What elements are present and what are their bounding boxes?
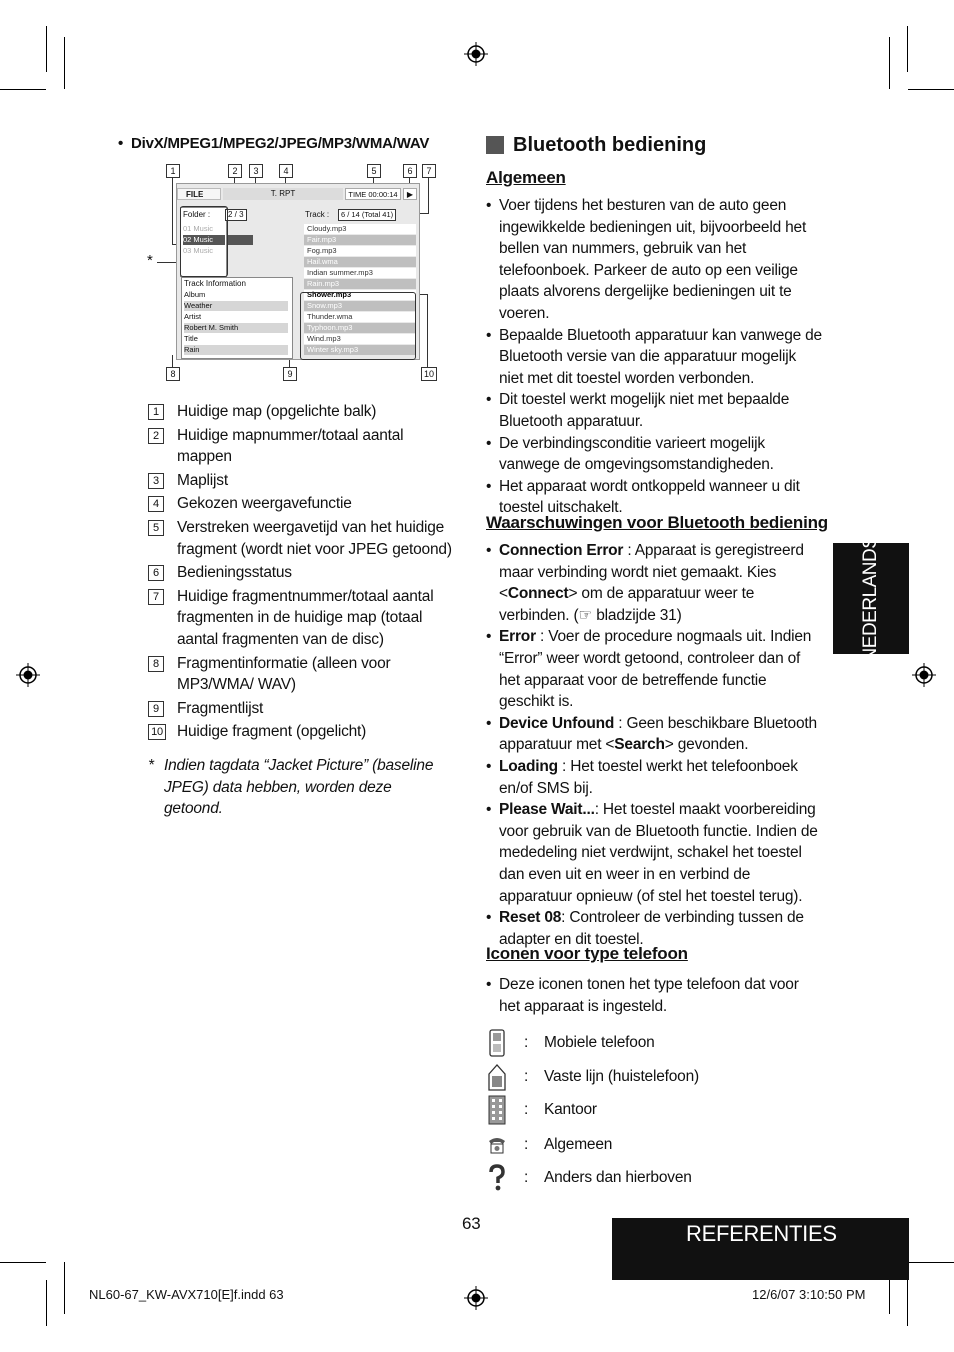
legend-item: 7 Huidige fragmentnummer/totaal aantal fragmenten in de huidige map (totaal aantal fragmenten van de disc) bbox=[148, 586, 453, 651]
legend-item: 10 Huidige fragment (opgelicht) bbox=[148, 721, 453, 743]
track-info-row: Album bbox=[184, 290, 288, 300]
list-item: • Connection Error : Apparaat is geregistreerd maar verbinding wordt niet gemaakt. Kies <Connect> om de apparatuur weer te verbinden. (☞ bladzijde 31) bbox=[486, 542, 804, 624]
format-heading: • DivX/MPEG1/MPEG2/JPEG/MP3/WMA/WAV bbox=[118, 135, 430, 152]
file-label: FILE bbox=[177, 188, 221, 200]
list-item: • De verbindingsconditie varieert mogelijk vanwege de omgevingsomstandigheden. bbox=[486, 434, 774, 474]
general-phone-icon bbox=[486, 1130, 508, 1160]
list-item: • Voer tijdens het besturen van de auto geen ingewikkelde bedieningen uit, bijvoorbeeld het bellen van nummers, gebruik van het telefoonboek. Parkeer de auto op een veilige plaats alvorens dergelijke bedieningen uit te voeren. bbox=[486, 197, 807, 322]
asterisk-marker: * bbox=[147, 252, 153, 269]
callout-7: 7 bbox=[422, 164, 436, 178]
heading-phone-icons: Iconen voor type telefoon bbox=[486, 944, 688, 963]
section-marker bbox=[486, 136, 504, 154]
phone-type-row: : Vaste lijn (huistelefoon) bbox=[486, 1062, 699, 1092]
track-item: Hail.wma bbox=[304, 257, 416, 267]
track-item: Rain.mp3 bbox=[304, 279, 416, 289]
legend-item: 3 Maplijst bbox=[148, 470, 453, 492]
footnote: * Indien tagdata “Jacket Picture” (baseline JPEG) data hebben, worden deze getoond. bbox=[148, 757, 434, 818]
track-count: 6 / 14 (Total 41) bbox=[338, 209, 396, 221]
question-mark-icon bbox=[486, 1163, 508, 1193]
list-item: • Error : Voer de procedure nogmaals uit. Indien “Error” weer wordt getoond, controleer dan of het apparaat voor de betreffende functie geschikt is. bbox=[486, 628, 812, 711]
callout-2: 2 bbox=[228, 164, 242, 178]
track-item: Indian summer.mp3 bbox=[304, 268, 416, 278]
track-item: Fog.mp3 bbox=[304, 246, 416, 256]
track-item: Snow.mp3 bbox=[304, 301, 416, 311]
legend-item: 8 Fragmentinformatie (alleen voor MP3/WMA/ WAV) bbox=[148, 653, 453, 696]
registration-mark-icon bbox=[16, 663, 40, 687]
home-phone-icon bbox=[486, 1062, 508, 1092]
repeat-mode: T. RPT bbox=[223, 188, 343, 200]
track-item: Fair.mp3 bbox=[304, 235, 416, 245]
warnings-list bbox=[486, 540, 822, 950]
track-item: Typhoon.mp3 bbox=[304, 323, 416, 333]
legend-item: 2 Huidige mapnummer/totaal aantal mappen bbox=[148, 425, 453, 468]
track-item: Wind.mp3 bbox=[304, 334, 416, 344]
heading-warnings: Waarschuwingen voor Bluetooth bediening bbox=[486, 513, 828, 532]
phone-type-row: : Algemeen bbox=[486, 1130, 612, 1160]
callout-9: 9 bbox=[283, 367, 297, 381]
track-info-row: Artist bbox=[184, 312, 288, 322]
folder-highlight-bar bbox=[227, 235, 253, 245]
list-item: • Device Unfound : Geen beschikbare Bluetooth apparatuur met <Search> gevonden. bbox=[486, 714, 817, 754]
callout-5: 5 bbox=[367, 164, 381, 178]
folder-item: 03 Music bbox=[183, 246, 214, 255]
track-info-title: Track Information bbox=[184, 279, 246, 288]
registration-mark-icon bbox=[464, 42, 488, 66]
legend-item: 9 Fragmentlijst bbox=[148, 698, 453, 720]
section-footer-bar: REFERENTIES bbox=[612, 1218, 909, 1280]
callout-1: 1 bbox=[166, 164, 180, 178]
folder-count: 2 / 3 bbox=[225, 209, 247, 221]
list-item: • Het apparaat wordt ontkoppeld wanneer u dit toestel uitschakelt. bbox=[486, 477, 800, 517]
track-label: Track : bbox=[305, 210, 330, 219]
list-item: • Deze iconen tonen het type telefoon dat voor het apparaat is ingesteld. bbox=[486, 976, 799, 1015]
legend-item: 1 Huidige map (opgelichte balk) bbox=[148, 401, 453, 423]
list-item: • Dit toestel werkt mogelijk niet met bepaalde Bluetooth apparatuur. bbox=[486, 391, 790, 430]
callout-6: 6 bbox=[403, 164, 417, 178]
office-building-icon bbox=[486, 1095, 508, 1125]
track-item: Thunder.wma bbox=[304, 312, 416, 322]
track-item: Winter sky.mp3 bbox=[304, 345, 416, 355]
legend-item: 5 Verstreken weergavetijd van het huidige fragment (wordt niet voor JPEG getoond) bbox=[148, 517, 453, 560]
callout-8: 8 bbox=[166, 367, 180, 381]
folder-label: Folder : bbox=[183, 210, 211, 219]
slug-timestamp: 12/6/07 3:10:50 PM bbox=[752, 1287, 866, 1302]
language-tab: NEDERLANDS bbox=[833, 543, 909, 654]
track-item-current: Shower.mp3 bbox=[304, 290, 416, 300]
registration-mark-icon bbox=[912, 663, 936, 687]
general-list bbox=[486, 195, 822, 519]
elapsed-time: TIME 00:00:14 bbox=[345, 188, 401, 200]
play-status-icon: ▶ bbox=[403, 188, 417, 200]
folder-item-current: 02 Music bbox=[183, 235, 225, 245]
track-info-row: Title bbox=[184, 334, 288, 344]
callout-3: 3 bbox=[249, 164, 263, 178]
list-item: • Loading : Het toestel werkt het telefoonboek en/of SMS bij. bbox=[486, 757, 798, 797]
legend-item: 6 Bedieningsstatus bbox=[148, 562, 453, 584]
phone-type-row: : Anders dan hierboven bbox=[486, 1163, 692, 1193]
track-info-row: Robert M. Smith bbox=[184, 323, 288, 333]
callout-4: 4 bbox=[279, 164, 293, 178]
legend-item: 4 Gekozen weergavefunctie bbox=[148, 493, 453, 515]
phone-icons-intro bbox=[486, 974, 822, 1017]
folder-list-bracket bbox=[180, 206, 228, 277]
phone-type-row: : Mobiele telefoon bbox=[486, 1028, 655, 1058]
track-info-row: Rain bbox=[184, 345, 288, 355]
track-item: Cloudy.mp3 bbox=[304, 224, 416, 234]
heading-general: Algemeen bbox=[486, 168, 566, 187]
page-number: 63 bbox=[462, 1214, 481, 1233]
slug-filename: NL60-67_KW-AVX710[E]f.indd 63 bbox=[89, 1287, 284, 1302]
list-item: • Please Wait...: Het toestel maakt voorbereiding voor gebruik van de Bluetooth functie. Indien de mededeling niet verdwijnt, schakel het toestel dan even uit en weer in en verbind de apparatuur opnieuw (of stel het toestel terug). bbox=[486, 801, 818, 905]
callout-legend bbox=[148, 401, 453, 745]
registration-mark-icon bbox=[464, 1286, 488, 1310]
section-title: Bluetooth bediening bbox=[513, 134, 707, 156]
callout-10: 10 bbox=[421, 367, 437, 381]
list-item: • Reset 08: Controleer de verbinding tussen de adapter en dit toestel. bbox=[486, 909, 804, 948]
folder-item: 01 Music bbox=[183, 224, 214, 233]
phone-type-row: : Kantoor bbox=[486, 1095, 597, 1125]
track-list-bracket bbox=[300, 292, 416, 360]
mobile-phone-icon bbox=[486, 1028, 508, 1058]
list-item: • Bepaalde Bluetooth apparatuur kan vanwege de Bluetooth versie van die apparatuur mogelijk niet met dit toestel worden verbonden. bbox=[486, 326, 822, 387]
track-info-row: Weather bbox=[184, 301, 288, 311]
